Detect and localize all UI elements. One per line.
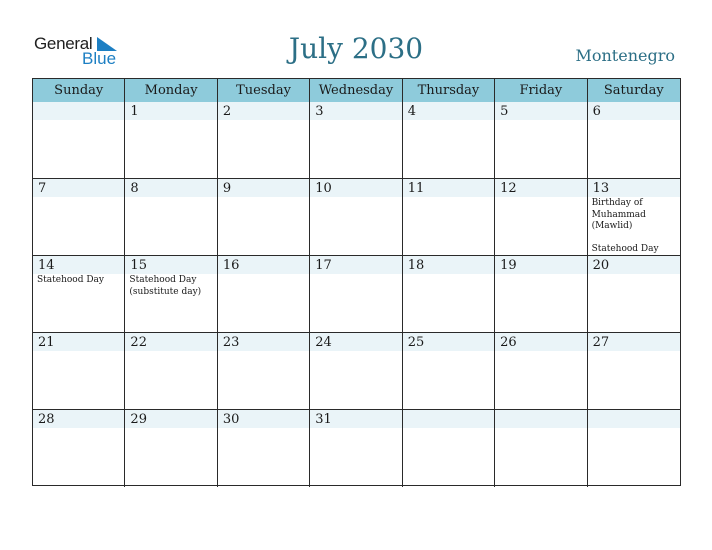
day-cell bbox=[403, 333, 495, 410]
day-number-band bbox=[495, 410, 586, 428]
day-cell bbox=[218, 179, 310, 256]
day-cell bbox=[310, 333, 402, 410]
day-number-band bbox=[495, 102, 586, 120]
day-number: 11 bbox=[407, 181, 425, 196]
day-number: 29 bbox=[130, 412, 147, 427]
day-number: 7 bbox=[38, 181, 47, 196]
day-cell bbox=[218, 333, 310, 410]
day-number: 6 bbox=[592, 104, 601, 119]
day-cell bbox=[218, 256, 310, 333]
day-number-band bbox=[125, 179, 216, 197]
day-number: 30 bbox=[222, 412, 240, 427]
day-number: 25 bbox=[407, 335, 425, 350]
day-cell bbox=[495, 179, 587, 256]
day-number: 4 bbox=[407, 104, 416, 119]
day-cell bbox=[588, 179, 680, 256]
day-cell bbox=[33, 333, 125, 410]
day-cell bbox=[125, 333, 217, 410]
day-cell bbox=[310, 410, 402, 487]
day-cell bbox=[125, 102, 217, 179]
day-number: 16 bbox=[222, 258, 240, 273]
day-number: 17 bbox=[315, 258, 332, 273]
day-cell bbox=[588, 410, 680, 487]
day-number: 19 bbox=[500, 258, 517, 273]
day-cell bbox=[310, 179, 402, 256]
day-number: 3 bbox=[315, 104, 324, 119]
day-cell bbox=[33, 179, 125, 256]
day-cell bbox=[125, 410, 217, 487]
day-cell bbox=[33, 256, 125, 333]
holiday-label: Statehood Day (substitute day) bbox=[129, 275, 202, 297]
weekday-header-monday: Monday bbox=[125, 79, 217, 103]
day-number: 26 bbox=[500, 335, 517, 350]
day-cell bbox=[403, 102, 495, 179]
holiday-list bbox=[37, 275, 121, 287]
day-cell bbox=[310, 256, 402, 333]
day-cell bbox=[495, 256, 587, 333]
day-number: 21 bbox=[38, 335, 55, 350]
day-number: 27 bbox=[592, 335, 610, 350]
day-cell bbox=[588, 102, 680, 179]
holiday-list bbox=[129, 275, 213, 298]
day-number-band bbox=[403, 410, 494, 428]
day-number: 20 bbox=[592, 258, 610, 273]
weekday-header-friday: Friday bbox=[495, 79, 587, 103]
day-cell bbox=[403, 256, 495, 333]
day-cell bbox=[495, 333, 587, 410]
day-number-band bbox=[218, 102, 309, 120]
weekday-header-saturday: Saturday bbox=[588, 79, 680, 103]
day-number: 23 bbox=[222, 335, 240, 350]
day-number: 28 bbox=[38, 412, 55, 427]
day-cell bbox=[403, 179, 495, 256]
day-number: 9 bbox=[222, 181, 232, 196]
day-cell bbox=[218, 410, 310, 487]
holiday-label: Birthday of Muhammad (Mawlid) bbox=[591, 198, 646, 231]
weekday-header-sunday: Sunday bbox=[33, 79, 125, 103]
weekday-header-tuesday: Tuesday bbox=[218, 79, 310, 103]
weekday-header-wednesday: Wednesday bbox=[310, 79, 402, 103]
calendar-weeks bbox=[33, 102, 680, 487]
day-number: 13 bbox=[592, 181, 610, 196]
day-number: 8 bbox=[130, 181, 139, 196]
day-cell bbox=[33, 410, 125, 487]
day-cell bbox=[33, 102, 125, 179]
day-cell bbox=[125, 179, 217, 256]
holiday-label: Statehood Day bbox=[591, 243, 659, 254]
day-number-band bbox=[33, 102, 124, 120]
weekday-header-thursday: Thursday bbox=[403, 79, 495, 103]
day-cell bbox=[125, 256, 217, 333]
calendar-grid bbox=[32, 78, 681, 486]
day-number: 10 bbox=[315, 181, 332, 196]
calendar-title: July 2030 bbox=[288, 32, 424, 65]
logo-word-general: General bbox=[34, 34, 93, 53]
day-cell bbox=[495, 410, 587, 487]
day-number-band bbox=[403, 102, 494, 120]
day-number-band bbox=[588, 410, 680, 428]
holiday-label: Statehood Day bbox=[37, 275, 105, 285]
day-number: 2 bbox=[222, 104, 232, 119]
day-number-band bbox=[33, 179, 124, 197]
day-number: 24 bbox=[315, 335, 332, 350]
day-number: 22 bbox=[130, 335, 147, 350]
day-number: 15 bbox=[130, 258, 147, 273]
day-cell bbox=[588, 333, 680, 410]
day-number-band bbox=[588, 102, 680, 120]
day-cell bbox=[310, 102, 402, 179]
day-number-band bbox=[310, 102, 401, 120]
day-cell bbox=[218, 102, 310, 179]
country-name: Montenegro bbox=[575, 46, 675, 65]
day-cell bbox=[403, 410, 495, 487]
day-number-band bbox=[218, 179, 309, 197]
day-number: 1 bbox=[130, 104, 139, 119]
day-cell bbox=[495, 102, 587, 179]
day-number: 14 bbox=[38, 258, 55, 273]
day-number: 31 bbox=[315, 412, 332, 427]
day-number: 5 bbox=[500, 104, 509, 119]
logo-word-blue: Blue bbox=[82, 49, 117, 68]
day-number-band bbox=[125, 102, 216, 120]
weekday-header-row bbox=[33, 79, 680, 102]
day-number: 18 bbox=[407, 258, 425, 273]
holiday-list bbox=[592, 198, 677, 255]
day-cell bbox=[588, 256, 680, 333]
day-number: 12 bbox=[500, 181, 517, 196]
